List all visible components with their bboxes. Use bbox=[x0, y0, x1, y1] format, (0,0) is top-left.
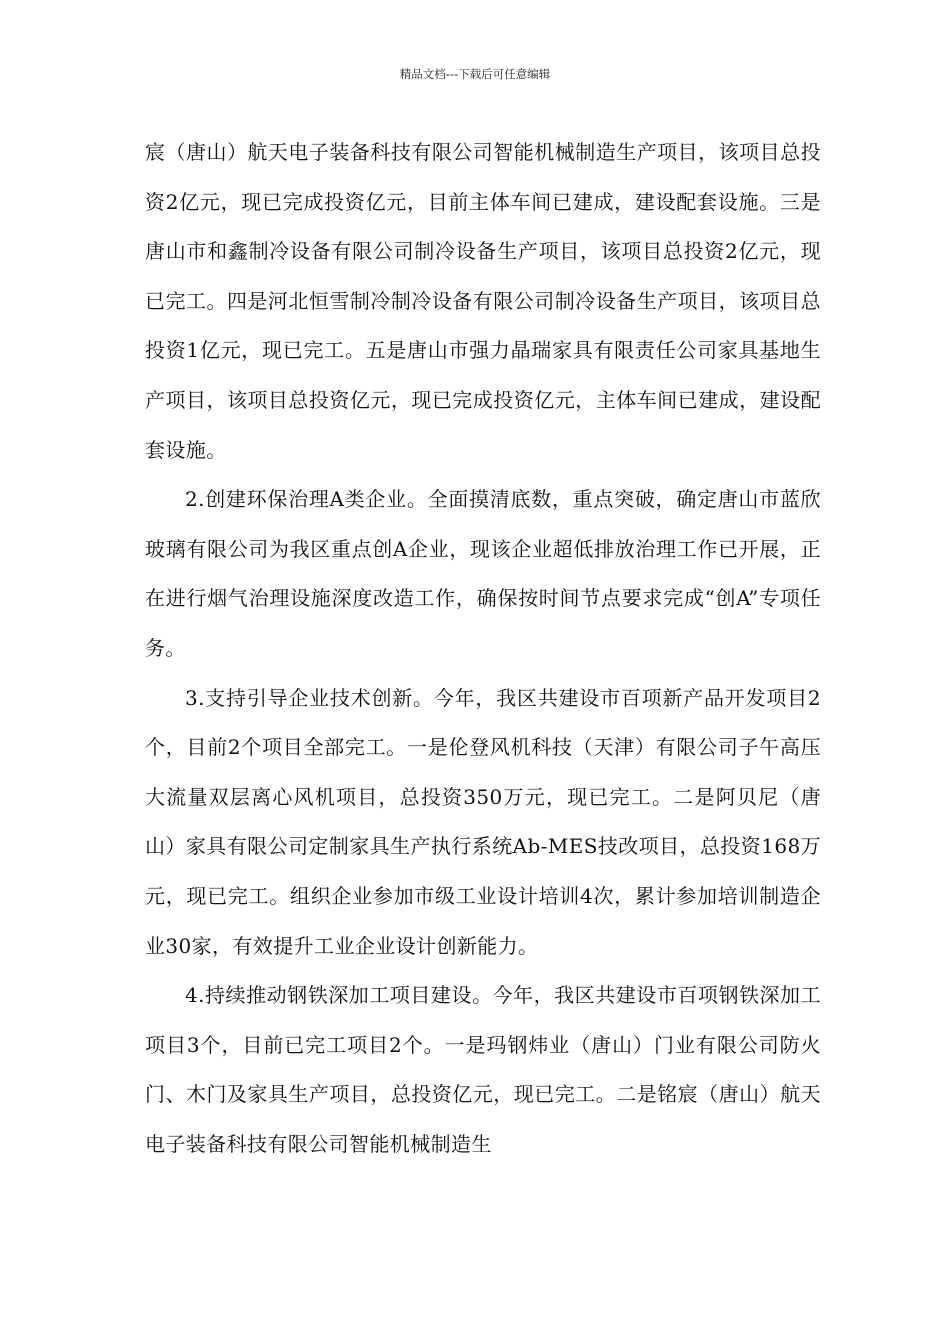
paragraph-section-3: 3.支持引导企业技术创新。今年，我区共建设市百项新产品开发项目2个，目前2个项目全部完工。一是伦登风机科技（天津）有限公司子午高压大流量双层离心风机项目，总投资350万元，现已完工。二是阿贝尼（唐山）家具有限公司定制家具生产执行系统Ab-MES技改项目，总投资168万元，现已完工。组织企业参加市级工业设计培训4次，累计参加培训制造企业30家，有效提升工业企业设计创新能力。 bbox=[145, 685, 821, 958]
paragraph-section-2: 2.创建环保治理A类企业。全面摸清底数，重点突破，确定唐山市蓝欣玻璃有限公司为我区重点创A企业，现该企业超低排放治理工作已开展，正在进行烟气治理设施深度改造工作，确保按时间节点要求完成“创A”专项任务。 bbox=[145, 487, 821, 660]
document-body bbox=[145, 128, 821, 1169]
page-header: 精品文档---下载后可任意编辑 bbox=[399, 67, 551, 81]
paragraph-continuation: 宸（唐山）航天电子装备科技有限公司智能机械制造生产项目，该项目总投资2亿元，现已完成投资亿元，目前主体车间已建成，建设配套设施。三是唐山市和鑫制冷设备有限公司制冷设备生产项目，该项目总投资2亿元，现已完工。四是河北恒雪制冷制冷设备有限公司制冷设备生产项目，该项目总投资1亿元，现已完工。五是唐山市强力晶瑞家具有限责任公司家具基地生产项目，该项目总投资亿元，现已完成投资亿元，主体车间已建成，建设配套设施。 bbox=[145, 140, 821, 462]
paragraph-section-4: 4.持续推动钢铁深加工项目建设。今年，我区共建设市百项钢铁深加工项目3个，目前已完工项目2个。一是玛钢炜业（唐山）门业有限公司防火门、木门及家具生产项目，总投资亿元，现已完工。二是铭宸（唐山）航天电子装备科技有限公司智能机械制造生 bbox=[145, 983, 821, 1156]
